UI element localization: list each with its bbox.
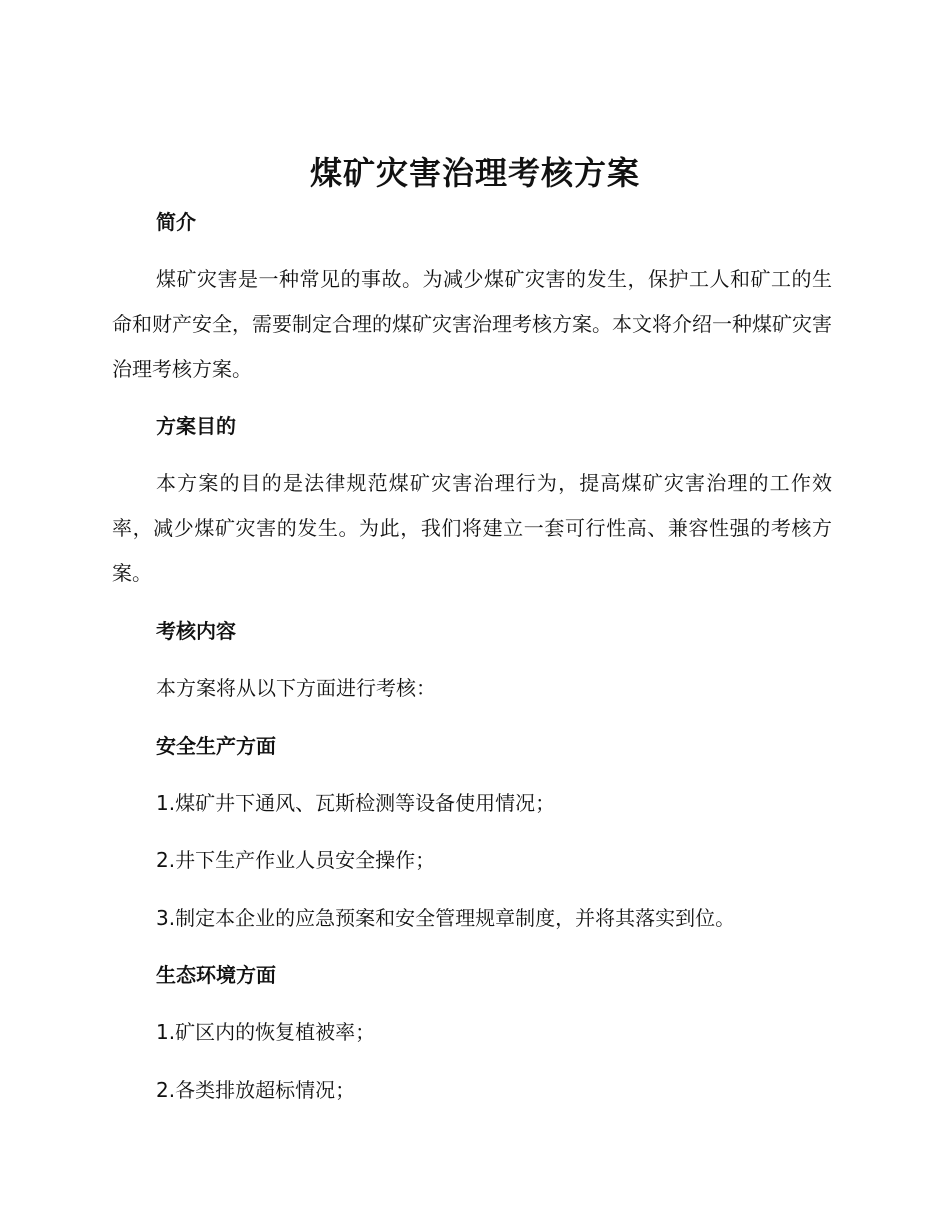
list-item-eco-2: 2.各类排放超标情况； [156, 1078, 356, 1102]
document-title: 煤矿灾害治理考核方案 [309, 154, 640, 192]
heading-intro: 简介 [156, 210, 196, 234]
paragraph-content: 本方案将从以下方面进行考核： [156, 676, 436, 700]
list-item-eco-1: 1.矿区内的恢复植被率； [156, 1020, 376, 1044]
heading-content: 考核内容 [156, 619, 236, 643]
paragraph-intro: 煤矿灾害是一种常见的事故。为减少煤矿灾害的发生，保护工人和矿工的生命和财产安全，需要制定合理的煤矿灾害治理考核方案。本文将介绍一种煤矿灾害治理考核方案。 [112, 267, 832, 381]
paragraph-purpose: 本方案的目的是法律规范煤矿灾害治理行为，提高煤矿灾害治理的工作效率，减少煤矿灾害的发生。为此，我们将建立一套可行性高、兼容性强的考核方案。 [112, 471, 832, 585]
heading-purpose: 方案目的 [156, 414, 236, 438]
list-item-safety-2: 2.井下生产作业人员安全操作； [156, 848, 436, 872]
heading-eco: 生态环境方面 [156, 963, 276, 987]
list-item-safety-3: 3.制定本企业的应急预案和安全管理规章制度，并将其落实到位。 [156, 906, 736, 930]
list-item-safety-1: 1.煤矿井下通风、瓦斯检测等设备使用情况； [156, 791, 556, 815]
heading-safety: 安全生产方面 [156, 734, 276, 758]
